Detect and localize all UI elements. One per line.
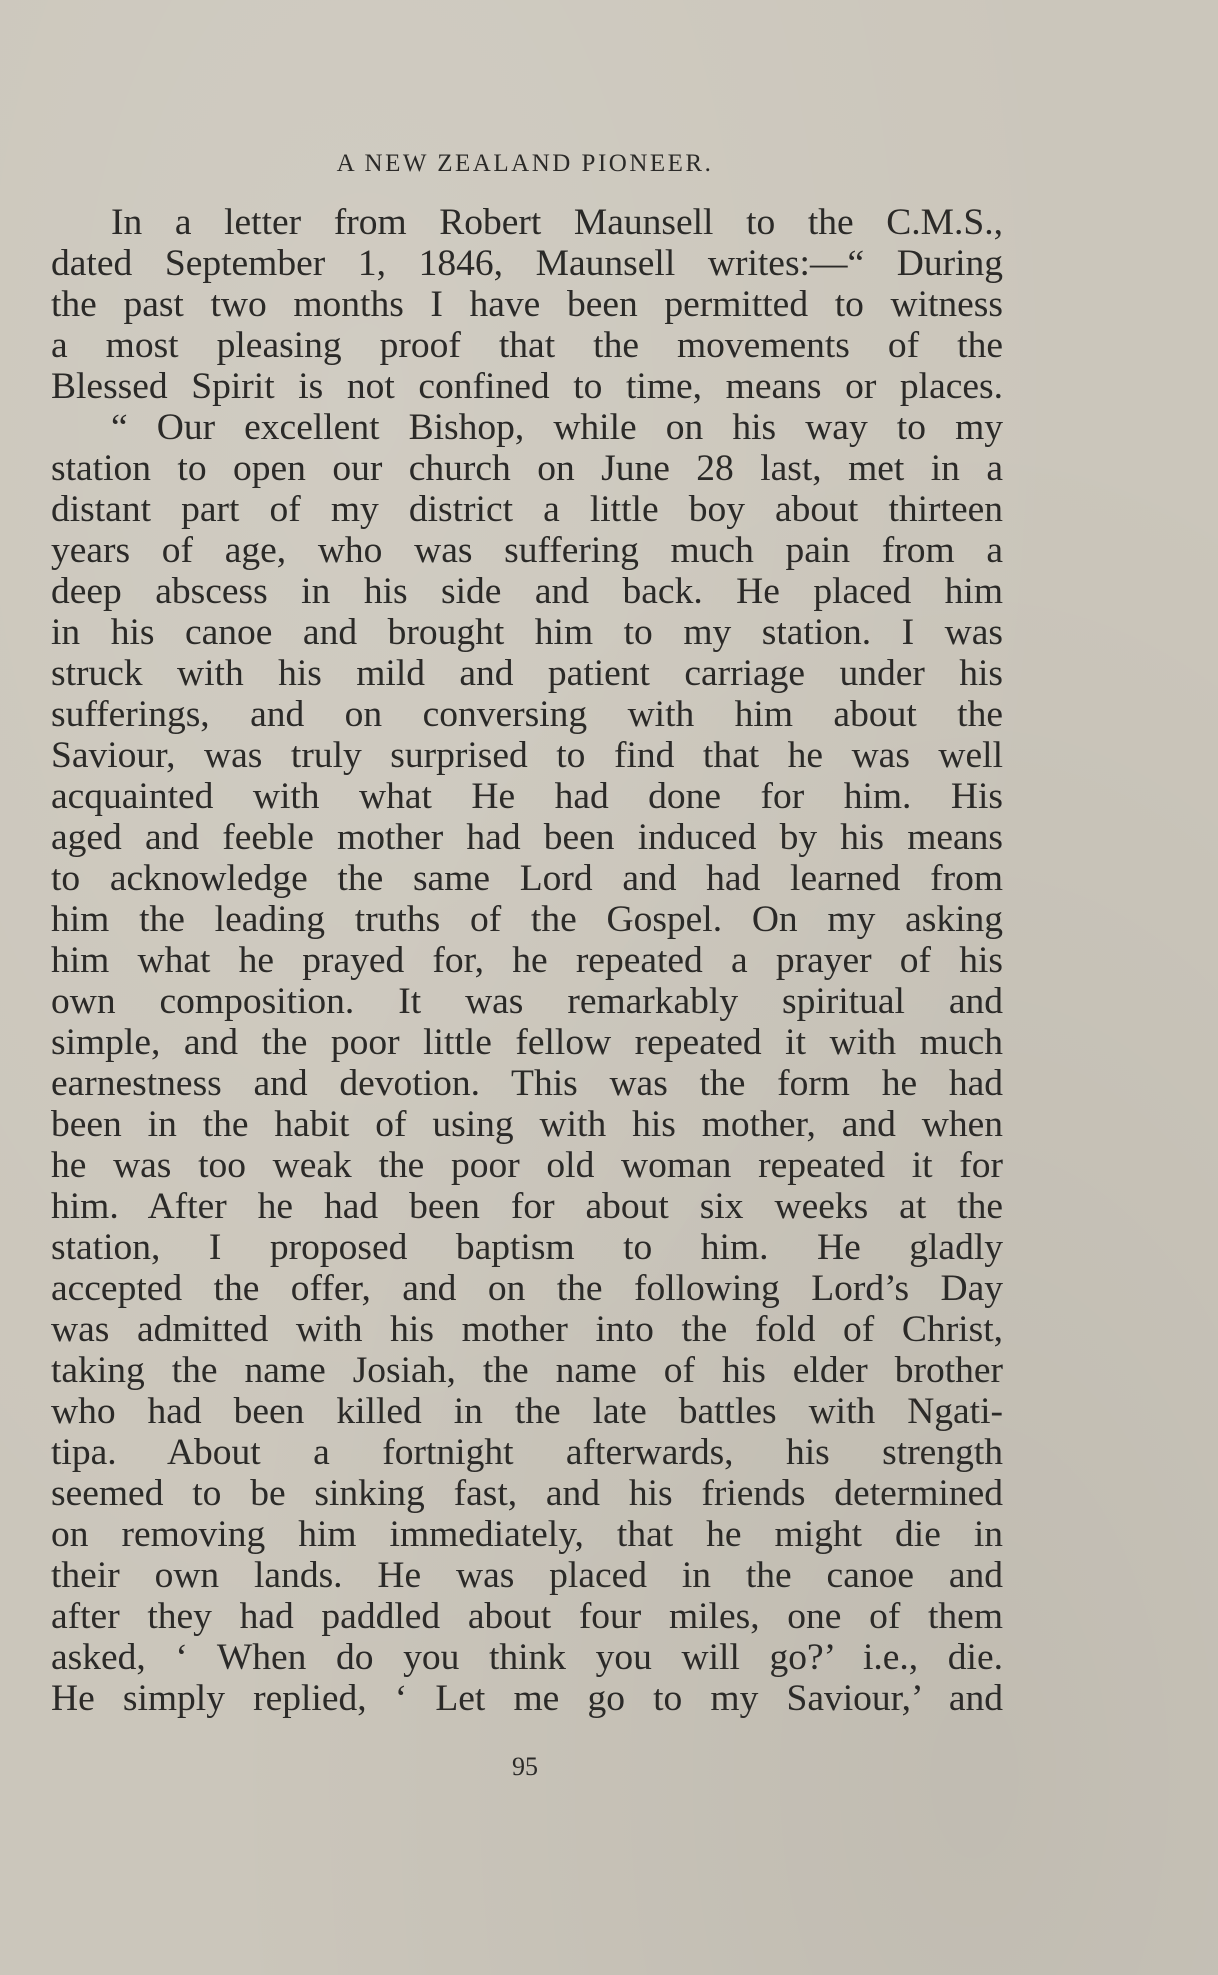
text-line: accepted the offer, and on the following Lord’s Day (51, 1268, 1003, 1309)
text-line: Blessed Spirit is not confined to time, means or places. (51, 366, 1003, 407)
text-line: simple, and the poor little fellow repeated it with much (51, 1022, 1003, 1063)
text-line: taking the name Josiah, the name of his elder brother (51, 1350, 1003, 1391)
text-line: station, I proposed baptism to him. He gladly (51, 1227, 1003, 1268)
text-line: him what he prayed for, he repeated a prayer of his (51, 940, 1003, 981)
text-line: Saviour, was truly surprised to find that he was well (51, 735, 1003, 776)
text-line: deep abscess in his side and back. He placed him (51, 571, 1003, 612)
text-line: in his canoe and brought him to my station. I was (51, 612, 1003, 653)
text-line: to acknowledge the same Lord and had learned from (51, 858, 1003, 899)
text-line: on removing him immediately, that he might die in (51, 1514, 1003, 1555)
text-line: acquainted with what He had done for him. His (51, 776, 1003, 817)
text-line: asked, ‘ When do you think you will go?’ i.e., die. (51, 1637, 1003, 1678)
running-title: A NEW ZEALAND PIONEER. (336, 150, 714, 177)
text-line: tipa. About a fortnight afterwards, his strength (51, 1432, 1003, 1473)
text-line: struck with his mild and patient carriage under his (51, 653, 1003, 694)
page-number: 95 (512, 1752, 538, 1781)
text-line: their own lands. He was placed in the canoe and (51, 1555, 1003, 1596)
text-line: “ Our excellent Bishop, while on his way to my (111, 407, 1003, 448)
text-line: dated September 1, 1846, Maunsell writes:—“ During (51, 243, 1003, 284)
text-line: earnestness and devotion. This was the form he had (51, 1063, 1003, 1104)
text-line: he was too weak the poor old woman repeated it for (51, 1145, 1003, 1186)
text-line: distant part of my district a little boy about thirteen (51, 489, 1003, 530)
text-line: sufferings, and on conversing with him about the (51, 694, 1003, 735)
text-line: the past two months I have been permitted to witness (51, 284, 1003, 325)
text-line: seemed to be sinking fast, and his friends determined (51, 1473, 1003, 1514)
text-line: station to open our church on June 28 last, met in a (51, 448, 1003, 489)
body-text (51, 202, 1003, 1719)
text-line: own composition. It was remarkably spiritual and (51, 981, 1003, 1022)
text-line: In a letter from Robert Maunsell to the C.M.S., (111, 202, 1003, 243)
text-line: He simply replied, ‘ Let me go to my Saviour,’ and (51, 1678, 1003, 1719)
text-line: after they had paddled about four miles, one of them (51, 1596, 1003, 1637)
text-line: aged and feeble mother had been induced by his means (51, 817, 1003, 858)
text-line: him. After he had been for about six weeks at the (51, 1186, 1003, 1227)
text-line: years of age, who was suffering much pain from a (51, 530, 1003, 571)
text-line: been in the habit of using with his mother, and when (51, 1104, 1003, 1145)
text-line: who had been killed in the late battles with Ngati- (51, 1391, 1003, 1432)
text-line: was admitted with his mother into the fold of Christ, (51, 1309, 1003, 1350)
text-line: a most pleasing proof that the movements of the (51, 325, 1003, 366)
text-line: him the leading truths of the Gospel. On my asking (51, 899, 1003, 940)
